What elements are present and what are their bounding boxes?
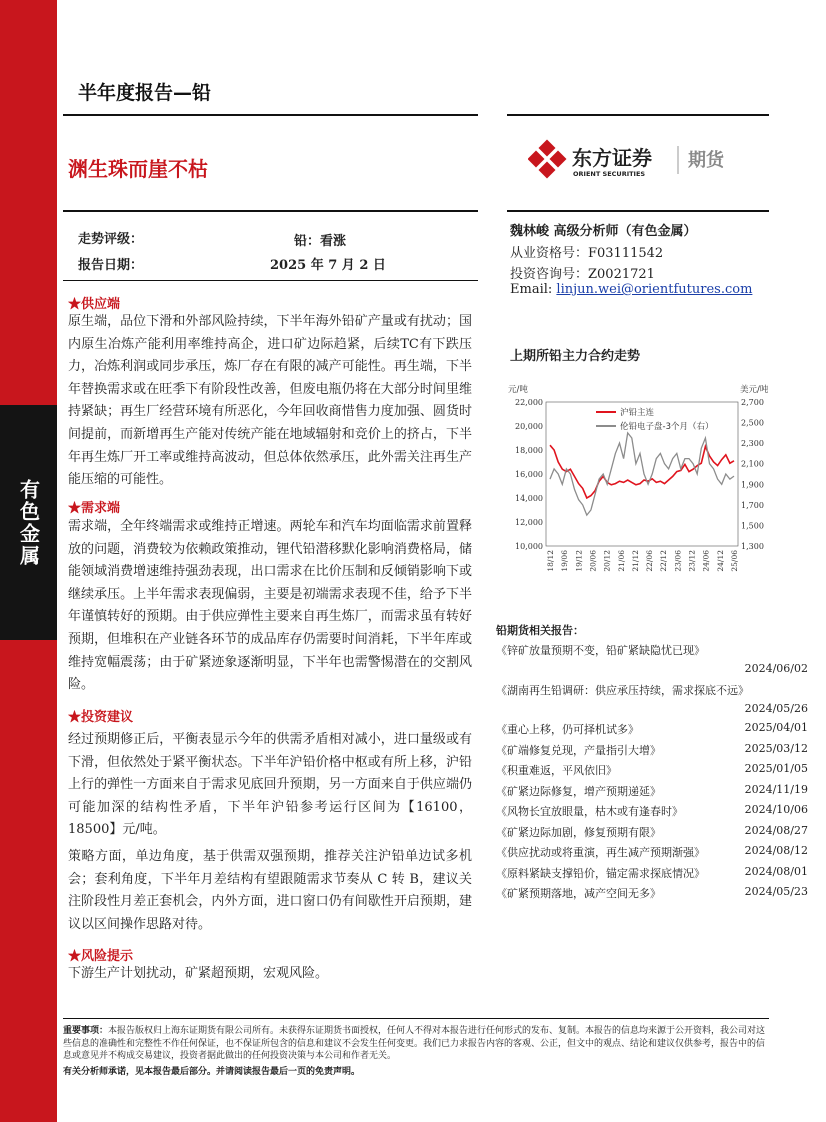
related-report-title[interactable]: 《湖南再生铅调研：供应承压持续，需求探底不远》	[496, 683, 749, 697]
y-left-tick-label: 16,000	[515, 470, 543, 479]
analyst-name: 魏林峻 高级分析师（有色金属）	[510, 224, 697, 239]
demand-heading: ★需求端	[68, 501, 121, 516]
y-right-tick-label: 2,500	[741, 418, 764, 428]
y-left-tick-label: 22,000	[515, 398, 543, 407]
related-report-item[interactable]	[496, 642, 808, 680]
report-type: 半年度报告—铅	[78, 82, 212, 104]
rating-value: 铅：看涨	[294, 234, 347, 249]
series-line-shfe-lead	[550, 445, 734, 498]
analyst-commitment-note: 有关分析师承诺，见本报告最后部分。并请阅读报告最后一页的免责声明。	[63, 1067, 361, 1077]
x-tick-label: 21/06	[616, 550, 626, 572]
demand-text: 需求端，全年终端需求或维持正增速。两轮车和汽车均面临需求前置释放的问题，消费较为依赖政策推动，锂代铅潜移默化影响消费格局，储能领域消费增速维持强劲表现，出口需求在比价压制和反倾销影响下或继续承压。上半年需求表现偏弱，主要是初端需求表现不佳，给予下半年谨慎转好的预期。由于供应弹性主要来自再生炼厂，而需求虽有转好预期，但堆积在产业链各环节的成品库存仍需要时间消耗，下半年库或维持宽幅震荡；由于矿紧迹象逐渐明显，下半年也需警惕潜在的交割风险。	[68, 519, 472, 693]
y-right-tick-label: 1,500	[741, 521, 764, 531]
date-label: 报告日期：	[78, 258, 144, 273]
related-report-date: 2024/08/01	[744, 864, 808, 878]
rating-label: 走势评级：	[78, 232, 144, 247]
related-report-date: 2024/10/06	[744, 803, 808, 816]
analyst-email-row	[510, 282, 752, 297]
disclaimer	[63, 1025, 773, 1063]
related-report-item[interactable]	[496, 803, 808, 822]
related-report-item[interactable]	[496, 885, 808, 904]
disclaimer-text: 本报告版权归上海东证期货有限公司所有。未获得东证期货书面授权，任何人不得对本报告进行任何形式的发布、复制。本报告的信息均来源于公开资料，我公司对这些信息的准确性和完整性不作任何保证，也不保证所包含的信息和建议不会发生任何变更。我们已力求报告内容的客观、公正，但文中的观点、结论和建议仅供参考，报告中的信息或意见并不构成交易建议，投资者据此做出的任何投资决策与本公司和作者无关。	[63, 1026, 766, 1061]
related-report-date: 2024/06/02	[744, 662, 808, 675]
invest-heading: ★投资建议	[68, 710, 134, 725]
related-report-item[interactable]	[496, 824, 808, 843]
price-chart	[506, 378, 776, 578]
x-tick-label: 22/06	[645, 550, 655, 572]
y-right-tick-label: 2,700	[741, 398, 764, 407]
y-right-tick-label: 1,300	[741, 542, 764, 551]
related-report-title[interactable]: 《矿紧边际加剧，修复预期有限》	[496, 825, 661, 839]
x-tick-label: 18/12	[546, 550, 555, 572]
series-line-lme-lead	[550, 433, 734, 515]
legend-label: 伦铅电子盘-3个月（右）	[620, 422, 714, 432]
disclaimer-label: 重要事项：	[63, 1026, 109, 1036]
divider	[63, 280, 478, 281]
logo-division-text: 期货	[688, 150, 724, 171]
logo-en-text: ORIENT SECURITIES	[573, 170, 646, 178]
risk-heading: ★风险提示	[68, 949, 134, 964]
x-tick-label: 21/12	[630, 550, 640, 572]
related-report-title[interactable]: 《矿紧边际修复，增产预期递延》	[496, 784, 661, 798]
x-tick-label: 22/12	[659, 550, 669, 572]
x-tick-label: 24/12	[715, 550, 725, 572]
analyst-consulting: 投资咨询号：Z0021721	[510, 267, 655, 282]
related-report-title[interactable]: 《矿端修复兑现，产量指引大增》	[496, 743, 661, 757]
chart-title: 上期所铅主力合约走势	[510, 349, 641, 364]
y-right-tick-label: 2,100	[741, 459, 764, 469]
supply-text: 原生端，品位下滑和外部风险持续，下半年海外铅矿产量或有扰动；国内原生冶炼产能利用率维持高企，进口矿边际趋紧，后续TC有下跌压力，冶炼利润或同步承压，炼厂存在有限的减产可能性。再生端，下半年替换需求或在旺季下有阶段性改善，但废电瓶仍将在大部分时间里维持紧缺；再生厂经营环境有所恶化，今年回收商惜售力度加强、圆货时间提前，而新增再生产能对传统产能在地域辐射和竞价上的挤占，下半年再生炼厂开工率或维持高波动，但总体依然承压，此外需关注再生产能压缩的可能性。	[68, 314, 472, 488]
x-tick-label: 25/06	[730, 550, 739, 572]
x-tick-label: 20/06	[588, 550, 598, 572]
y-right-unit: 美元/吨	[740, 385, 769, 395]
x-tick-label: 24/06	[701, 550, 711, 572]
company-logo	[528, 138, 768, 180]
invest-text-1: 经过预期修正后，平衡表显示今年的供需矛盾相对减小，进口量级或有下滑，但依然处于紧平衡状态。下半年沪铅价格中枢或有所上移，沪铅上行的弹性一方面来自于需求见底回升预期，另一方面来自于供应端仍可能加深的结构性矛盾，下半年沪铅参考运行区间为【16100，18500】元/吨。	[68, 732, 472, 838]
x-tick-label: 19/12	[574, 550, 584, 572]
divider	[63, 114, 478, 116]
related-report-item[interactable]	[496, 762, 808, 781]
analyst-email-link[interactable]: linjun.wei@orientfutures.com	[556, 282, 753, 297]
related-report-item[interactable]	[496, 742, 808, 761]
y-right-tick-label: 1,900	[741, 480, 764, 490]
related-report-title[interactable]: 《供应扰动或将重演，再生减产预期渐强》	[496, 846, 705, 859]
y-right-tick-label: 2,300	[741, 439, 764, 449]
report-date: 2025 年 7 月 2 日	[270, 258, 386, 273]
y-left-unit: 元/吨	[508, 385, 528, 395]
related-report-title[interactable]: 《积重难返，平风依旧》	[496, 764, 617, 777]
related-report-date: 2024/08/27	[744, 823, 808, 837]
related-report-date: 2024/05/26	[744, 701, 808, 715]
legend-label: 沪铅主连	[620, 408, 655, 418]
logo-cn-text: 东方证券	[572, 146, 652, 170]
left-accent-bar	[0, 0, 57, 1122]
related-report-title[interactable]: 《重心上移，仍可择机试多》	[496, 723, 639, 736]
related-report-date: 2024/05/23	[744, 885, 808, 898]
related-report-date: 2024/08/12	[744, 844, 808, 857]
related-report-date: 2024/11/19	[744, 782, 808, 796]
related-report-title[interactable]: 《风物长宜放眼量，枯木或有逢春时》	[496, 805, 683, 818]
y-left-tick-label: 18,000	[515, 446, 543, 455]
risk-text: 下游生产计划扰动，矿紧超预期，宏观风险。	[68, 966, 329, 981]
divider	[63, 210, 478, 212]
y-right-tick-label: 1,700	[741, 500, 764, 510]
x-tick-label: 23/06	[673, 550, 683, 572]
related-report-item[interactable]	[496, 865, 808, 884]
orient-securities-logo-icon	[528, 138, 768, 180]
sector-tab	[0, 405, 57, 640]
y-left-tick-label: 12,000	[515, 518, 543, 527]
invest-text-2: 策略方面，单边角度，基于供需双强预期，推荐关注沪铅单边试多机会；套利角度，下半年月差结构有望跟随需求节奏从 C 转 B，建议关注阶段性月差正套机会，内外方面，进口窗口仍有间歇性开启预期，建议以区间操作思路对待。	[68, 849, 472, 932]
related-report-title[interactable]: 《原料紧缺支撑铅价，锚定需求探底情况》	[496, 866, 705, 880]
analyst-qualification: 从业资格号：F03111542	[510, 246, 664, 261]
x-tick-label: 23/12	[687, 550, 697, 572]
related-report-item[interactable]	[496, 721, 808, 740]
related-report-item[interactable]	[496, 783, 808, 802]
related-report-date: 2025/04/01	[744, 721, 808, 734]
related-report-item[interactable]	[496, 844, 808, 863]
divider	[507, 210, 769, 212]
y-left-tick-label: 10,000	[515, 542, 543, 551]
divider	[63, 1018, 769, 1019]
y-left-tick-label: 20,000	[515, 422, 543, 431]
x-tick-label: 19/06	[560, 550, 570, 572]
divider	[507, 114, 769, 116]
x-tick-label: 20/12	[602, 550, 612, 572]
related-report-title[interactable]: 《矿紧预期落地，减产空间无多》	[496, 887, 661, 900]
related-report-item[interactable]	[496, 682, 808, 720]
related-heading: 铅期货相关报告：	[496, 624, 584, 637]
supply-heading: ★供应端	[68, 297, 121, 312]
sector-tab-label: 有色金属	[16, 478, 41, 567]
related-report-date: 2025/03/12	[744, 741, 808, 755]
related-report-title[interactable]: 《锌矿放量预期不变，铅矿紧缺隐忧已现》	[496, 644, 705, 657]
y-left-tick-label: 14,000	[515, 494, 543, 503]
email-label: Email:	[510, 282, 557, 297]
page-title: 渊生珠而崖不枯	[68, 157, 208, 181]
related-report-date: 2025/01/05	[744, 762, 808, 775]
